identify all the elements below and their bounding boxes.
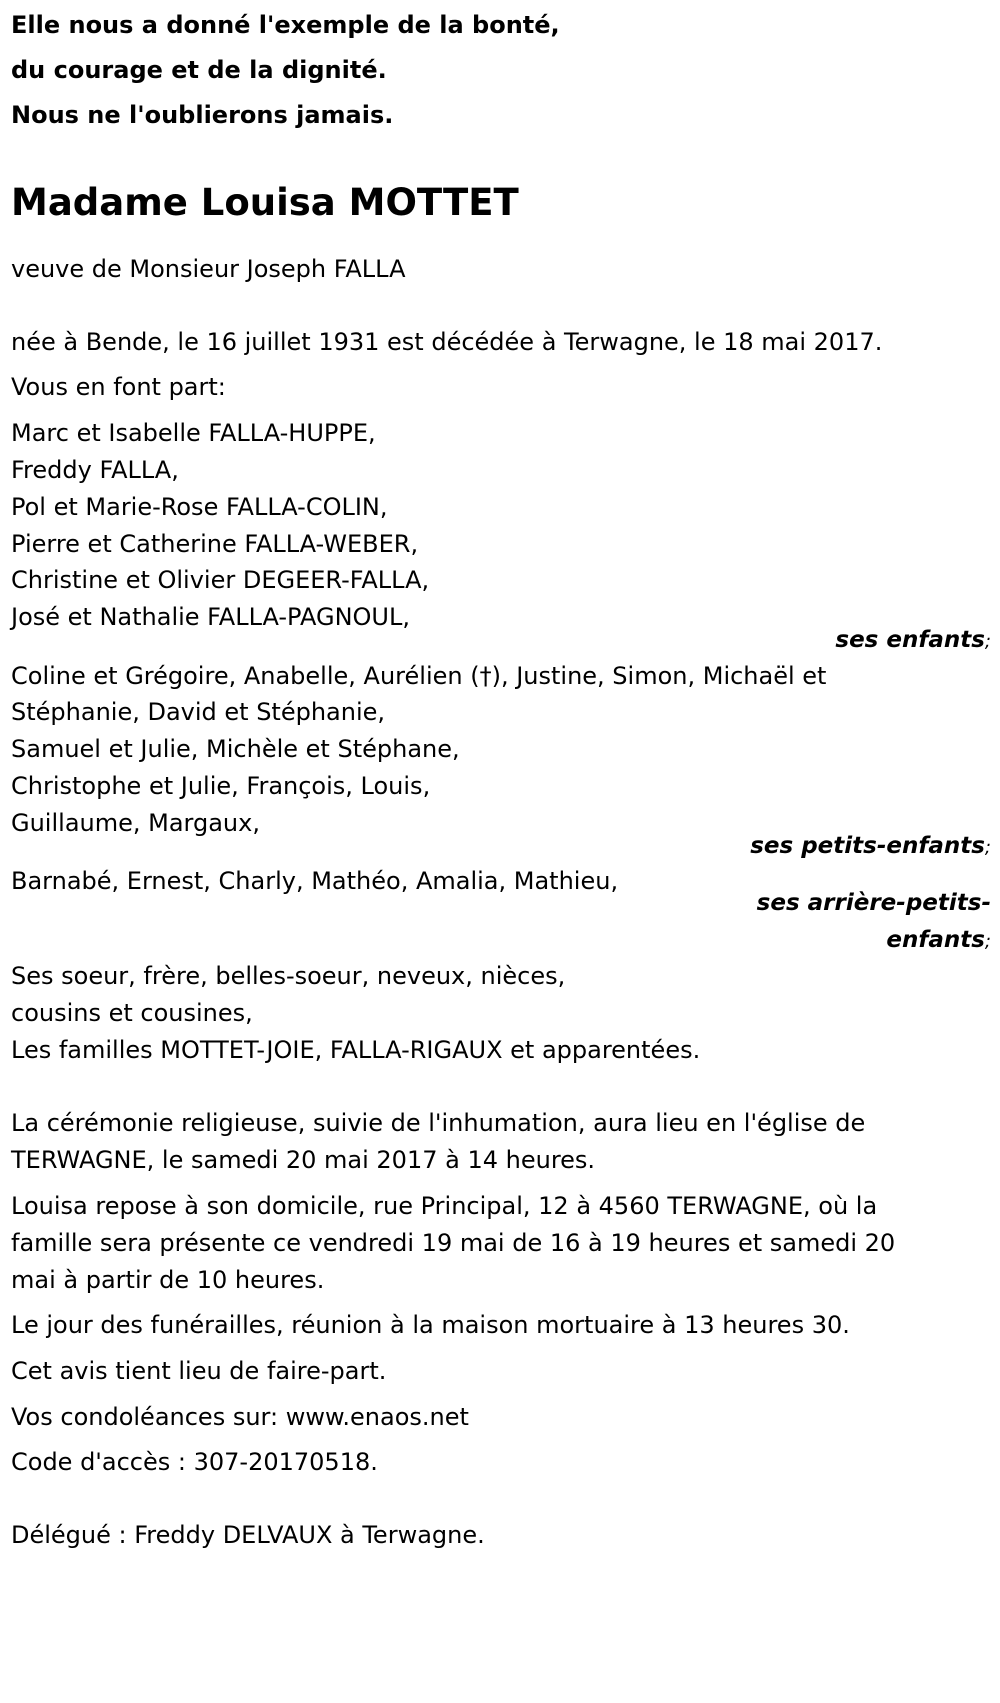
children-line-1: Marc et Isabelle FALLA-HUPPE, [11, 419, 376, 447]
children-relation-label [835, 625, 991, 657]
children-label-text: ses enfants [835, 627, 985, 653]
condolences-line: Vos condoléances sur: www.enaos.net [11, 1403, 469, 1431]
children-line-2: Freddy FALLA, [11, 456, 179, 484]
grandchildren-label-text: ses petits-enfants [750, 833, 985, 859]
notice-line: Cet avis tient lieu de faire-part. [11, 1357, 387, 1385]
great-grandchildren-label-text: enfants [886, 927, 985, 953]
birth-death-line: née à Bende, le 16 juillet 1931 est décédée à Terwagne, le 18 mai 2017. [11, 328, 883, 356]
funeral-day-line: Le jour des funérailles, réunion à la maison mortuaire à 13 heures 30. [11, 1311, 850, 1339]
grandchildren-line-1: Coline et Grégoire, Anabelle, Aurélien (†), Justine, Simon, Michaël et [11, 662, 827, 690]
grandchildren-relation-label [750, 831, 991, 863]
announcement-line: Vous en font part: [11, 373, 226, 401]
grandchildren-line-3: Samuel et Julie, Michèle et Stéphane, [11, 735, 460, 763]
others-line-3: Les familles MOTTET-JOIE, FALLA-RIGAUX et apparentées. [11, 1036, 701, 1064]
grandchildren-line-2: Stéphanie, David et Stéphanie, [11, 698, 386, 726]
grandchildren-line-5: Guillaume, Margaux, [11, 809, 260, 837]
epigraph-line-2: du courage et de la dignité. [11, 56, 387, 84]
grandchildren-label-separator: ; [984, 837, 991, 858]
access-code-line: Code d'accès : 307-20170518. [11, 1448, 378, 1476]
great-grandchildren-label-separator: ; [984, 931, 991, 952]
children-label-separator: ; [984, 631, 991, 652]
epigraph-line-3: Nous ne l'oublierons jamais. [11, 101, 394, 129]
great-grandchildren-relation-label-line-2 [886, 925, 991, 957]
children-line-5: Christine et Olivier DEGEER-FALLA, [11, 566, 430, 594]
epigraph-line-1: Elle nous a donné l'exemple de la bonté, [11, 11, 560, 39]
children-line-6: José et Nathalie FALLA-PAGNOUL, [11, 603, 410, 631]
great-grandchildren-line-1: Barnabé, Ernest, Charly, Mathéo, Amalia, Mathieu, [11, 867, 619, 895]
children-line-4: Pierre et Catherine FALLA-WEBER, [11, 530, 419, 558]
rest-line-1: Louisa repose à son domicile, rue Principal, 12 à 4560 TERWAGNE, où la [11, 1192, 878, 1220]
great-grandchildren-relation-label-line-1: ses arrière-petits- [756, 890, 991, 916]
ceremony-line-2: TERWAGNE, le samedi 20 mai 2017 à 14 heures. [11, 1146, 596, 1174]
rest-line-3: mai à partir de 10 heures. [11, 1266, 325, 1294]
others-line-1: Ses soeur, frère, belles-soeur, neveux, nièces, [11, 962, 566, 990]
delegate-line: Délégué : Freddy DELVAUX à Terwagne. [11, 1521, 485, 1549]
children-line-3: Pol et Marie-Rose FALLA-COLIN, [11, 493, 388, 521]
ceremony-line-1: La cérémonie religieuse, suivie de l'inhumation, aura lieu en l'église de [11, 1109, 866, 1137]
rest-line-2: famille sera présente ce vendredi 19 mai de 16 à 19 heures et samedi 20 [11, 1229, 896, 1257]
widow-of-line: veuve de Monsieur Joseph FALLA [11, 255, 406, 283]
grandchildren-line-4: Christophe et Julie, François, Louis, [11, 772, 431, 800]
others-line-2: cousins et cousines, [11, 999, 253, 1027]
deceased-name-title: Madame Louisa MOTTET [11, 181, 519, 224]
